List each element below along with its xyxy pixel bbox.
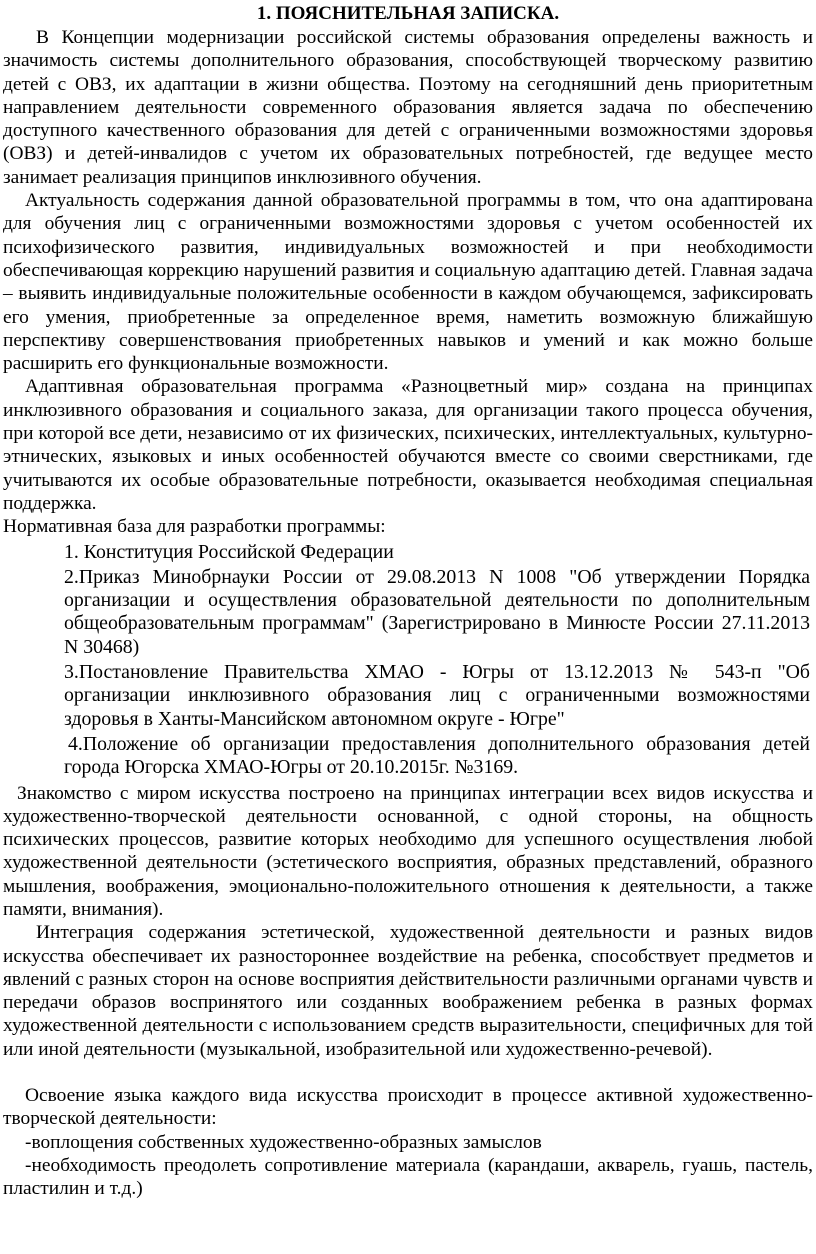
- list-item: 3.Постановление Правительства ХМАО - Югры от 13.12.2013 № 543-п "Об организации инклюзивного образования лиц с ограниченными возможностями здоровья в Ханты-Мансийском автономном округе - Югре": [64, 661, 810, 730]
- normative-base-title: Нормативная база для разработки программы:: [3, 516, 386, 538]
- paragraph-art-world: Знакомство с миром искусства построено на принципах интеграции всех видов искусства и художественно-творческой деятельности основанной, с одной стороны, на общность психических процессов, развитие которых необходимо для успешного осуществления любой художественной деятельности (эстетического восприятия, образных представлений, образного мышления, воображения, эмоционально-положительного отношения к деятельности, а также памяти, внимания).: [3, 782, 813, 920]
- list-item: 1. Конституция Российской Федерации: [64, 540, 394, 563]
- normative-list: [3, 541, 813, 780]
- paragraph-materials: -необходимость преодолеть сопротивление материала (карандаши, акварель, гуашь, пастель, пластилин и т.д.): [3, 1154, 813, 1200]
- paragraph-embodiment: -воплощения собственных художественно-образных замыслов: [25, 1131, 542, 1153]
- paragraph-integration: Интеграция содержания эстетической, художественной деятельности и разных видов искусства обеспечивает их разностороннее воздействие на ребенка, способствует предметов и явлений с разных сторон на основе восприятия действительности различными органами чувств и передачи образов воспринятого или созданных воображением ребенка в разных формах художественной деятельности с использованием средств выразительности, специфичных для той или иной деятельности (музыкальной, изобразительной или художественно-речевой).: [3, 922, 813, 1060]
- spacer: [3, 1061, 813, 1084]
- section-heading: 1. ПОЯСНИТЕЛЬНАЯ ЗАПИСКА.: [256, 3, 560, 24]
- paragraph-language-mastery: Освоение языка каждого вида искусства происходит в процессе активной художественно- творческой деятельности:: [3, 1085, 813, 1130]
- list-item: 4.Положение об организации предоставления дополнительного образования детей города Югорска ХМАО-Югры от 20.10.2015г. №3169.: [64, 732, 810, 779]
- paragraph-adaptive-program: Адаптивная образовательная программа «Разноцветный мир» создана на принципах инклюзивного образования и социального заказа, для организации такого процесса обучения, при которой все дети, независимо от их физических, психических, интеллектуальных, культурно-этнических, языковых и иных особенностей обучаются вместе со своими сверстниками, где учитываются их особые образовательные потребности, оказывается необходимая специальная поддержка.: [3, 376, 813, 514]
- paragraph-relevance: Актуальность содержания данной образовательной программы в том, что она адаптирована для обучения лиц с ограниченными возможностями здоровья с учетом особенностей их психофизического развития, индивидуальных возможностей и при необходимости обеспечивающая коррекцию нарушений развития и социальную адаптацию детей. Главная задача – выявить индивидуальные положительные особенности в каждом обучающемся, зафиксировать его умения, приобретенные за определенное время, наметить возможную ближайшую перспективу совершенствования приобретенных навыков и умений и как можно больше расширить его функциональные возможности.: [3, 190, 813, 375]
- list-item: 2.Приказ Минобрнауки России от 29.08.2013 N 1008 "Об утверждении Порядка организации и осуществления образовательной деятельности по дополнительным общеобразовательным программам" (Зарегистрировано в Минюсте России 27.11.2013 N 30468): [64, 565, 810, 658]
- paragraph-concept: В Концепции модернизации российской системы образования определены важность и значимость системы дополнительного образования, способствующей творческому развитию детей с ОВЗ, их адаптации в жизни общества. Поэтому на сегодняшний день приоритетным направлением деятельности современного образования является задача по обеспечению доступного качественного образования для детей с ограниченными возможностями здоровья (ОВЗ) и детей-инвалидов с учетом их образовательных потребностей, где ведущее место занимает реализация принципов инклюзивного обучения.: [3, 27, 813, 188]
